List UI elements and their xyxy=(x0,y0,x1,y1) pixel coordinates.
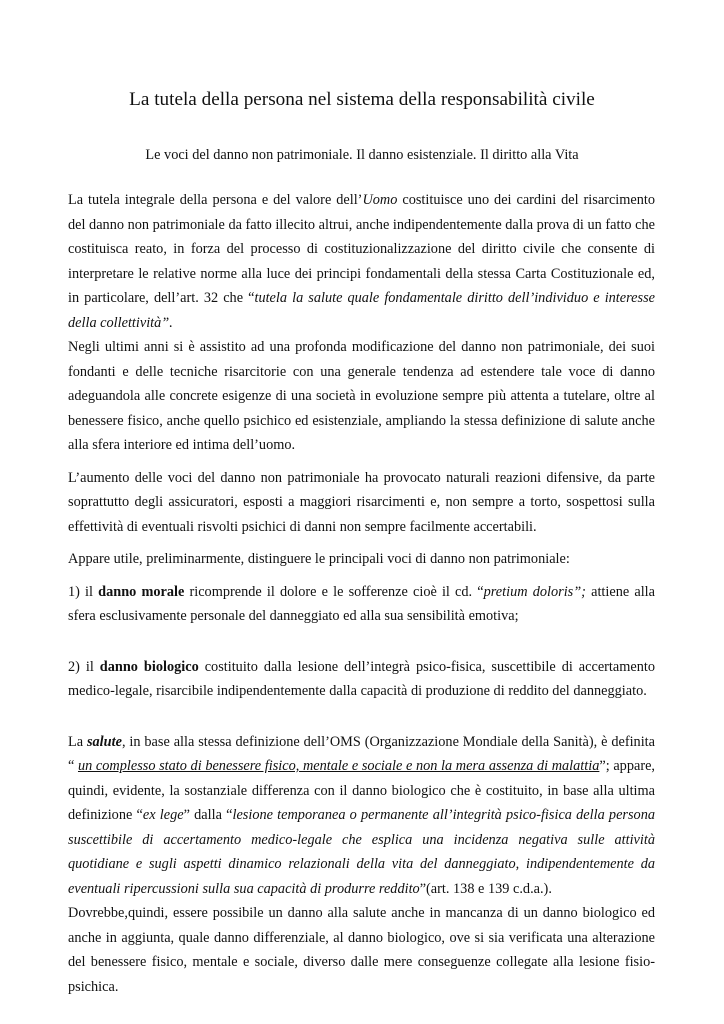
paragraph-modification: Negli ultimi anni si è assistito ad una profonda modificazione del danno non patrimoniale, dei suoi fondanti e delle tecniche risarcitorie con una generale tendenza ad estendere tale voce di danno adeguandola alle concrete esigenze di una società in evoluzione sempre più attenta a tutelare, oltre al benessere fisico, anche quello psichico ed esistenziale, ampliando la stessa definizione di salute anche alla sfera interiore ed intima dell’uomo. xyxy=(68,339,655,453)
salute-oms-definition: un complesso stato di benessere fisico, mentale e sociale e non la mera assenza di malattia xyxy=(77,758,600,774)
paragraph-conclusion: Dovrebbe,quindi, essere possibile un danno alla salute anche in mancanza di un danno biologico ed anche in aggiunta, quale danno differenziale, al danno biologico, ove si sia verificata una alterazione del benessere fisico, mentale e sociale, diverso dalle mere conseguenze collegate alla lesione fisio-psichica. xyxy=(68,905,655,995)
paragraph-intro-text-c: costituisce uno dei cardini del risarcimento del danno non patrimoniale da fatto illecito altrui, anche indipendentemente dalla prova di un fatto che costituisca reato, in forza del processo di costituzionalizzazione del diritto civile che consente di interpretare le relative norme alla luce dei principi fondamentali della stessa Carta Costituzionale ed, in particolare, dell’art. 32 che “ xyxy=(68,192,655,306)
paragraph-intro-text-a: La tutela integrale della persona e del valore dell’ xyxy=(68,192,363,208)
salute-ex-lege: ex lege xyxy=(142,807,184,823)
salute-term: salute xyxy=(86,733,122,750)
salute-text-a: La xyxy=(68,733,87,750)
paragraph-intro-quote: tutela la salute quale fondamentale diritto dell’individuo e interesse della collettività”. xyxy=(68,290,655,331)
document-title: La tutela della persona nel sistema della responsabilità civile xyxy=(129,89,595,110)
paragraph-danno-biologico xyxy=(68,655,655,704)
salute-text-g: ” dalla “ xyxy=(183,807,233,823)
danno-morale-text-e: attiene alla sfera esclusivamente personale del danneggiato ed alla sua sensibilità emotiva; xyxy=(68,583,655,624)
salute-text-i: ”(art. 138 e 139 c.d.a.). xyxy=(419,880,552,897)
paragraph-intro xyxy=(68,188,655,335)
paragraph-distinguish: Appare utile, preliminarmente, distinguere le principali voci di danno non patrimoniale: xyxy=(68,551,570,567)
paragraph-intro-uomo: Uomo xyxy=(362,192,398,208)
document-body xyxy=(68,188,655,999)
salute-text-e: ”; appare, quindi, evidente, la sostanziale differenza con il danno biologico che è costituito, in base alla ultima definizione “ xyxy=(68,758,655,823)
danno-morale-pretium: pretium doloris”; xyxy=(483,583,586,600)
danno-biologico-text-a: 2) il xyxy=(68,658,100,675)
danno-morale-text-c: ricomprende il dolore e le sofferenze cioè il cd. “ xyxy=(184,583,484,600)
salute-text-c: , in base alla stessa definizione dell’OMS (Organizzazione Mondiale della Sanità), è definita “ xyxy=(68,733,655,774)
salute-legal-definition: lesione temporanea o permanente all’integrità psico-fisica della persona suscettibile di accertamento medico-legale che esplica una incidenza negativa sulle attività quotidiane e sugli aspetti dinamico relazionali della vita del danneggiato, indipendentemente da eventuali ripercussioni sulla sua capacità di produrre reddito xyxy=(68,807,655,897)
danno-biologico-term: danno biologico xyxy=(99,658,199,675)
paragraph-salute xyxy=(68,730,655,902)
document-subtitle: Le voci del danno non patrimoniale. Il danno esistenziale. Il diritto alla Vita xyxy=(145,147,579,163)
danno-biologico-text-c: costituito dalla lesione dell’integrà psico-fisica, suscettibile di accertamento medico-legale, risarcibile indipendentemente dalla capacità di produzione di reddito del danneggiato. xyxy=(68,658,655,699)
danno-morale-text-a: 1) il xyxy=(68,583,99,600)
paragraph-danno-morale xyxy=(68,580,655,629)
paragraph-increase: L’aumento delle voci del danno non patrimoniale ha provocato naturali reazioni difensive, da parte soprattutto degli assicuratori, esposti a maggiori risarcimenti e, non sempre a torto, sospettosi sulla effettività di eventuali risvolti psichici di danni non sempre facilmente accertabili. xyxy=(68,469,655,535)
danno-morale-term: danno morale xyxy=(98,583,185,600)
